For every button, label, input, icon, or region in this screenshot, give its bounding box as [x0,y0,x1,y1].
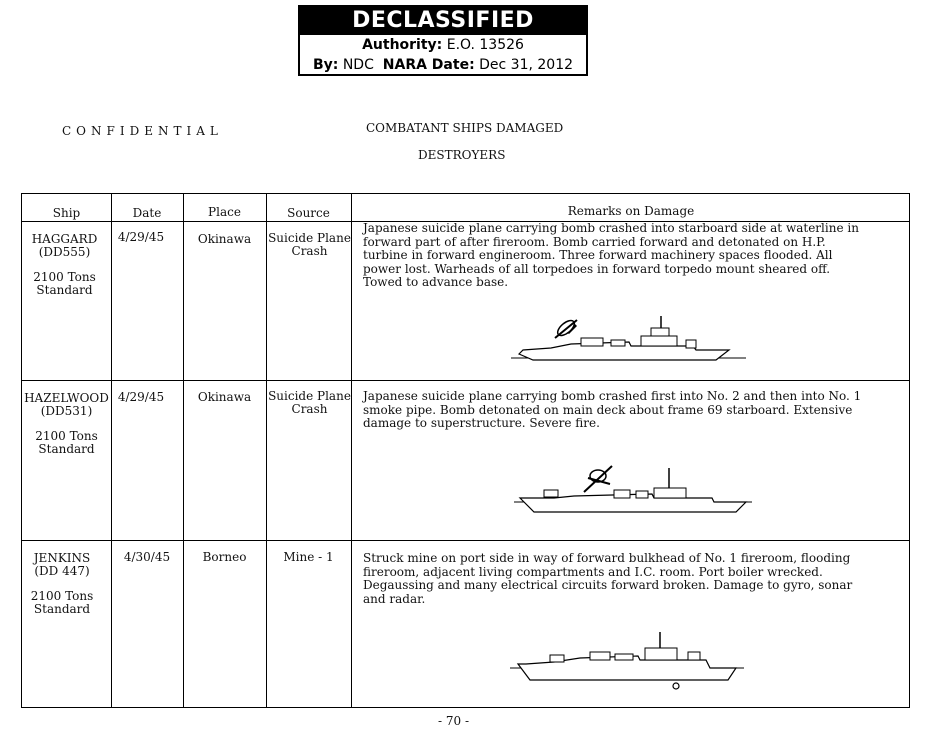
ship-damage-diagram-icon [514,464,754,519]
remarks-line: smoke pipe. Bomb detonated on main deck about frame 69 starboard. Extensive [363,402,853,417]
column-divider [111,194,112,707]
remarks-line: and radar. [363,591,426,606]
remarks-line: damage to superstructure. Severe fire. [363,416,600,430]
place-cell: Okinawa [197,390,252,404]
remarks-line: power lost. Warheads of all torpedoes in forward torpedo mount sheared off. [363,261,831,276]
ship-tonnage: 2100 Tons [33,270,96,284]
source-cell [266,551,351,564]
stamp-by-label: By: [312,57,339,73]
column-divider [183,194,184,707]
stamp-authority-label: Authority: [362,37,443,53]
column-divider [266,194,267,707]
remarks-line: Degaussing and many electrical circuits forward broken. Damage to gyro, sonar [363,578,853,592]
ship-damage-diagram-icon [510,630,750,692]
stamp-authority-line [300,35,586,55]
ship-hull-number: (DD555) [38,245,91,259]
remarks-cell [363,552,903,606]
remarks-line: Japanese suicide plane carrying bomb crashed first into No. 2 and then into No. 1 [363,389,862,403]
column-header-place: Place [208,205,241,219]
row-divider [22,380,909,381]
remarks-line: fireroom, adjacent living compartments and I.C. room. Port boiler wrecked. [363,564,823,579]
ship-cell [22,233,107,297]
ship-tonnage: 2100 Tons [35,429,98,443]
ship-tonnage-standard: Standard [33,602,91,616]
declassified-stamp [298,5,588,76]
ship-name: HAGGARD [31,232,98,246]
ship-tonnage-standard: Standard [38,442,95,456]
remarks-line: Towed to advance base. [363,275,509,289]
ship-cell [22,552,102,616]
remarks-cell [363,390,903,431]
document-title: COMBATANT SHIPS DAMAGED [366,121,564,135]
ship-hull-number: (DD 447) [34,564,90,578]
ship-damage-diagram-icon [511,316,751,366]
date-cell: 4/29/45 [117,390,165,404]
row-divider [22,540,909,541]
column-header-date: Date [132,206,162,220]
remarks-cell [363,222,903,290]
source-line: Crash [291,244,328,258]
date-cell: 4/29/45 [117,230,165,244]
ship-name: JENKINS [33,551,91,565]
stamp-by-value: NDC [342,57,374,73]
ship-tonnage-standard: Standard [36,283,93,297]
stamp-by-line [300,55,586,75]
date-cell: 4/30/45 [123,550,171,564]
page-number: - 70 - [438,714,470,728]
place-cell: Borneo [202,550,247,564]
classification-label: CONFIDENTIAL [62,124,223,138]
source-line: Crash [291,402,328,416]
source-cell [266,390,353,416]
place-cell: Okinawa [197,232,252,246]
ship-cell [22,392,111,456]
source-cell [266,232,353,258]
column-header-ship: Ship [52,206,81,220]
damage-table [21,193,910,708]
ship-tonnage: 2100 Tons [30,589,94,603]
column-header-remarks: Remarks on Damage [567,204,695,218]
column-header-source: Source [287,206,330,220]
source-line: Suicide Plane [268,389,351,403]
ship-name: HAZELWOOD [24,391,109,405]
stamp-authority-value: E.O. 13526 [446,37,524,53]
column-divider [351,194,352,707]
ship-hull-number: (DD531) [40,404,93,418]
remarks-line: turbine in forward engineroom. Three forward machinery spaces flooded. All [363,248,833,262]
stamp-nara-label: NARA Date: [382,57,475,73]
source-line: Mine - 1 [283,550,334,564]
stamp-banner: DECLASSIFIED [300,7,586,35]
stamp-nara-value: Dec 31, 2012 [479,57,574,73]
remarks-line: Struck mine on port side in way of forward bulkhead of No. 1 fireroom, flooding [363,551,851,565]
remarks-line: forward part of after fireroom. Bomb carried forward and detonated on H.P. [363,234,826,249]
remarks-line: Japanese suicide plane carrying bomb crashed into starboard side at waterline in [363,221,859,235]
document-subtitle: DESTROYERS [418,148,506,162]
source-line: Suicide Plane [268,231,351,245]
